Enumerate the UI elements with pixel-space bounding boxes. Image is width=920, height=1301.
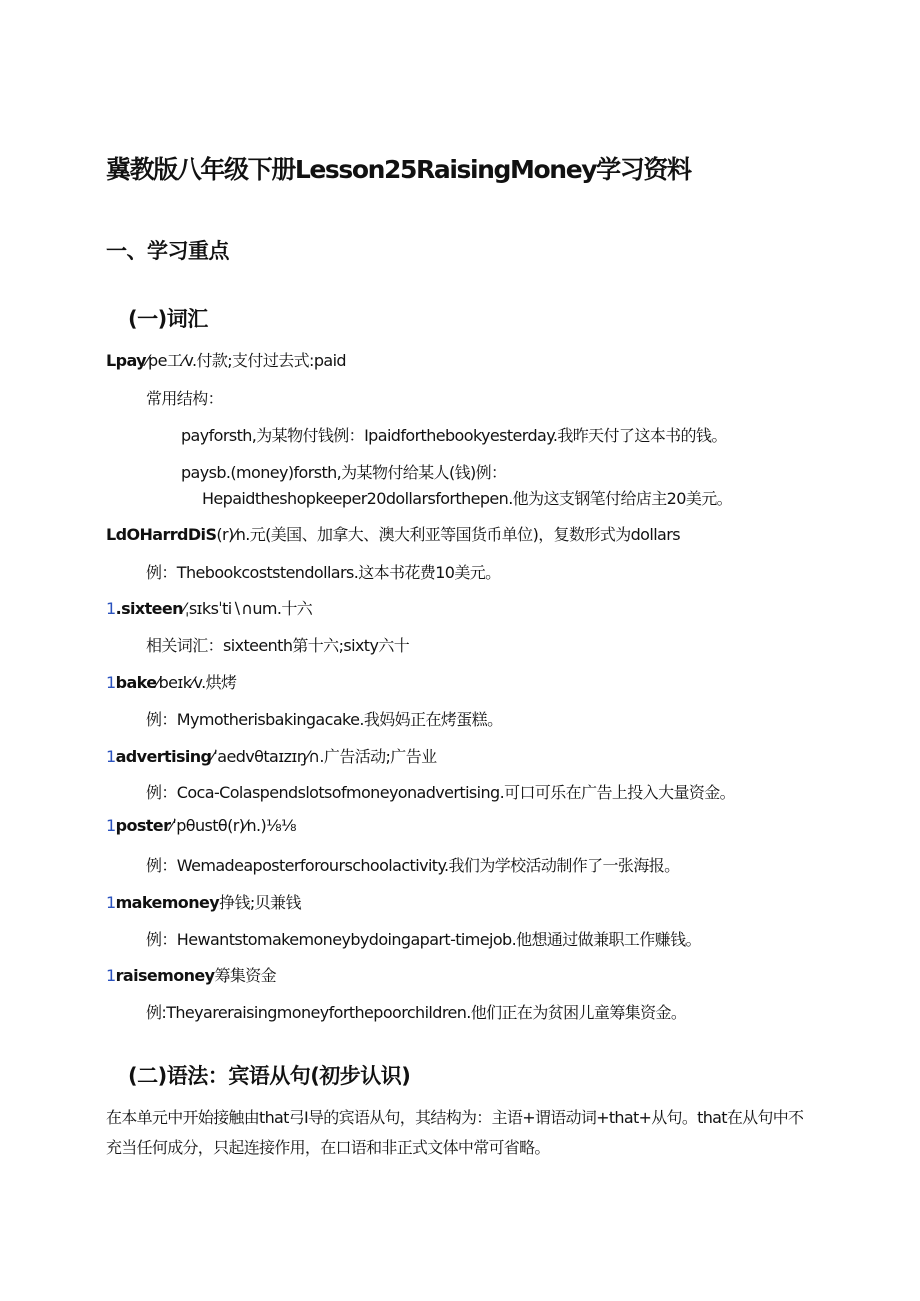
- section-heading-study-focus: 一、学习重点: [106, 239, 229, 263]
- vocab-example: 例：Thebookcoststendollars.这本书花费10美元。: [146, 563, 501, 582]
- vocab-entry-raise-money: 1raisemoney筹集资金: [106, 966, 277, 985]
- subsection-heading-grammar: (二)语法：宾语从句(初步认识): [128, 1064, 411, 1088]
- vocab-definition: ⁄beɪk⁄v.烘烤: [156, 673, 237, 692]
- vocab-entry-bake: 1bake⁄beɪk⁄v.烘烤: [106, 673, 237, 692]
- vocab-definition: 筹集资金: [214, 966, 277, 985]
- vocab-example: 例：Mymotherisbakingacake.我妈妈正在烤蛋糕。: [146, 710, 503, 729]
- vocab-word: poster: [115, 816, 171, 835]
- vocab-word: Lpay: [106, 351, 146, 370]
- usage-line: payforsth,为某物付钱例：Ipaidforthebookyesterday.我昨天付了这本书的钱。: [181, 426, 727, 445]
- document-title: [106, 150, 691, 186]
- vocab-word: raisemoney: [115, 966, 215, 985]
- vocab-definition: ⁄pe工⁄v.付款;支付过去式:paid: [145, 351, 346, 370]
- grammar-paragraph-line: 充当任何成分，只起连接作用，在口语和非正式文体中常可省略。: [106, 1138, 550, 1157]
- vocab-example: 相关词汇：sixteenth第十六;sixty六十: [146, 636, 410, 655]
- vocab-entry-pay: [106, 348, 346, 371]
- grammar-paragraph-line: 在本单元中开始接触由that弓I导的宾语从句，其结构为：主语+谓语动词+that+从句。that在从句中不: [106, 1108, 804, 1127]
- vocab-example: 例：Hewantstomakemoneybydoingapart-timejob.他想通过做兼职工作赚钱。: [146, 930, 701, 949]
- usage-line: paysb.(money)forsth,为某物付给某人(钱)例：: [181, 463, 507, 482]
- vocab-entry-poster: 1poster⁄ˈpθustθ(r)⁄n.)⅛⅛: [106, 816, 296, 835]
- title-suffix: 学习资料: [596, 155, 691, 184]
- vocab-entry-sixteen: 1.sixteen⁄ˌsɪksˈti∖∩um.十六: [106, 599, 313, 618]
- vocab-example: 例：Wemadeaposterforourschoolactivity.我们为学校活动制作了一张海报。: [146, 856, 680, 875]
- title-prefix: 冀教版八年级下册: [106, 155, 295, 184]
- vocab-example: 例:Theyareraisingmoneyforthepoorchildren.他们正在为贫困儿童筹集资金。: [146, 1003, 687, 1022]
- usage-label: 常用结构：: [146, 389, 224, 408]
- vocab-entry-advertising: 1advertising⁄ˈaedvθtaɪzɪŋ⁄∩.广告活动;广告业: [106, 747, 437, 766]
- title-lesson: Lesson25RaisingMoney: [294, 155, 597, 184]
- vocab-example: 例：Coca-Colaspendslotsofmoneyonadvertising.可口可乐在广告上投入大量资金。: [146, 783, 736, 802]
- vocab-word: makemoney: [115, 893, 220, 912]
- vocab-word: LdOHarrdDiS: [106, 525, 217, 544]
- vocab-word: .sixteen: [115, 599, 183, 618]
- vocab-entry-dollar: [106, 522, 680, 545]
- vocab-word: advertising: [115, 747, 212, 766]
- vocab-entry-make-money: 1makemoney挣钱;贝兼钱: [106, 893, 301, 912]
- vocab-definition: 挣钱;贝兼钱: [219, 893, 301, 912]
- vocab-word: bake: [115, 673, 157, 692]
- subsection-heading-vocabulary: (一)词汇: [128, 307, 208, 331]
- vocab-definition: (r)⁄n.元(美国、加拿大、澳大利亚等国货币单位)，复数形式为dollars: [216, 525, 680, 544]
- vocab-definition: ⁄ˈpθustθ(r)⁄n.)⅛⅛: [170, 816, 296, 835]
- usage-example: Hepaidtheshopkeeper20dollarsforthepen.他为这支钢笔付给店主20美元。: [202, 489, 733, 508]
- vocab-definition: ⁄ˌsɪksˈti∖∩um.十六: [182, 599, 313, 618]
- vocab-definition: ⁄ˈaedvθtaɪzɪŋ⁄∩.广告活动;广告业: [211, 747, 437, 766]
